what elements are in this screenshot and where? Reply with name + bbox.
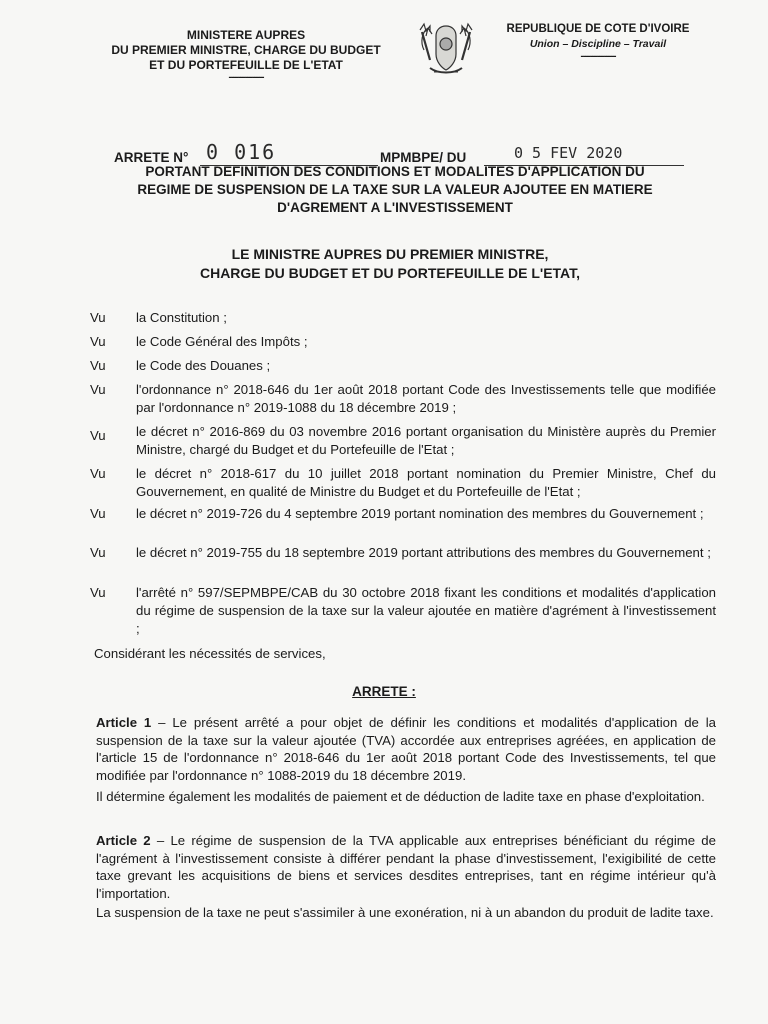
article-text: – Le régime de suspension de la TVA applicable aux entreprises bénéficiant du régime de l'agrément à l'investissement consiste à différer pendant la phase d'investissement, l'exigibilité de cette taxe grevant les acquisitions de biens et services desdites entreprises, tant en régime intérieur qu'à l'importation. xyxy=(96,833,716,901)
vu-text: le décret n° 2019-755 du 18 septembre 2019 portant attributions des membres du Gouvernement ; xyxy=(136,545,711,560)
title-line: REGIME DE SUSPENSION DE LA TAXE SUR LA VALEUR AJOUTEE EN MATIERE xyxy=(137,182,653,197)
considering-clause: Considérant les nécessités de services, xyxy=(94,646,326,661)
title-line: PORTANT DEFINITION DES CONDITIONS ET MODALITES D'APPLICATION DU xyxy=(145,164,645,179)
vu-keyword: Vu xyxy=(90,358,106,373)
republic-separator: --------------- xyxy=(580,51,616,62)
vu-text: le décret n° 2019-726 du 4 septembre 2019 portant nomination des membres du Gouvernement ; xyxy=(136,506,704,521)
article-1-paragraph-2 xyxy=(96,788,716,806)
coat-of-arms-icon xyxy=(416,20,476,78)
title-line: D'AGREMENT A L'INVESTISSEMENT xyxy=(277,200,513,215)
ministry-header xyxy=(86,28,406,83)
vu-text: le Code Général des Impôts ; xyxy=(136,334,308,349)
arrete-heading: ARRETE : xyxy=(352,684,416,699)
ministry-line: MINISTERE AUPRES xyxy=(186,28,306,42)
vu-text: la Constitution ; xyxy=(136,310,227,325)
article-label: Article 2 xyxy=(96,833,151,848)
decree-number: 0 016 xyxy=(206,140,277,164)
republic-name: REPUBLIQUE DE COTE D'IVOIRE xyxy=(506,23,690,35)
vu-keyword: Vu xyxy=(90,334,106,349)
vu-text: le décret n° 2018-617 du 10 juillet 2018 portant nomination du Premier Ministre, Chef du Gouvernement, en qualité de Ministre du Budget et du Portefeuille de l'Etat ; xyxy=(136,466,716,499)
article-2-paragraph xyxy=(96,832,716,902)
vu-keyword: Vu xyxy=(90,506,106,521)
article-text: Il détermine également les modalités de paiement et de déduction de ladite taxe en phase d'exploitation. xyxy=(96,789,705,804)
ministry-line: DU PREMIER MINISTRE, CHARGE DU BUDGET xyxy=(111,43,381,57)
article-label: Article 1 xyxy=(96,715,152,730)
decree-label: ARRETE N° xyxy=(114,150,189,165)
vu-keyword: Vu xyxy=(90,428,106,443)
ministry-separator: --------------- xyxy=(228,72,264,83)
national-motto: Union – Discipline – Travail xyxy=(529,38,667,50)
article-2-paragraph-2 xyxy=(96,904,716,922)
ministry-line: ET DU PORTEFEUILLE DE L'ETAT xyxy=(149,58,343,72)
vu-keyword: Vu xyxy=(90,466,106,481)
vu-keyword: Vu xyxy=(90,310,106,325)
minister-line: LE MINISTRE AUPRES DU PREMIER MINISTRE, xyxy=(231,246,549,262)
vu-text: le décret n° 2016-869 du 03 novembre 2016 portant organisation du Ministère auprès du Premier Ministre, chargé du Budget et du Portefeuille de l'Etat ; xyxy=(136,424,716,457)
article-text: – Le présent arrêté a pour objet de définir les conditions et modalités d'application de la suspension de la taxe sur la valeur ajoutée (TVA) accordée aux entreprises agréées, en application de l'article 15 de l'ordonnance n° 2018-646 du 1er août 2018 portant Code des Investissements, tel que modifiée par l'ordonnance n° 1088-2019 du 18 décembre 2019. xyxy=(96,715,716,783)
vu-text: l'arrêté n° 597/SEPMBPE/CAB du 30 octobre 2018 fixant les conditions et modalités d'application du régime de suspension de la taxe sur la valeur ajoutée en matière d'agrément à l'investissement ; xyxy=(136,585,716,636)
decree-date: 0 5 FEV 2020 xyxy=(514,144,623,162)
decree-office-label: MPMBPE/ DU xyxy=(380,150,467,165)
vu-keyword: Vu xyxy=(90,585,106,600)
vu-text: le Code des Douanes ; xyxy=(136,358,271,373)
minister-line: CHARGE DU BUDGET ET DU PORTEFEUILLE DE L'ETAT, xyxy=(199,265,581,281)
vu-text: l'ordonnance n° 2018-646 du 1er août 2018 portant Code des Investissements telle que modifiée par l'ordonnance n° 2019-1088 du 18 décembre 2019 ; xyxy=(136,382,716,415)
article-1-paragraph xyxy=(96,714,716,784)
republic-header xyxy=(498,22,698,62)
vu-keyword: Vu xyxy=(90,382,106,397)
minister-heading xyxy=(120,245,660,283)
article-text: La suspension de la taxe ne peut s'assimiler à une exonération, ni à un abandon du produit de ladite taxe. xyxy=(96,905,714,920)
decree-title xyxy=(90,163,700,217)
vu-keyword: Vu xyxy=(90,545,106,560)
